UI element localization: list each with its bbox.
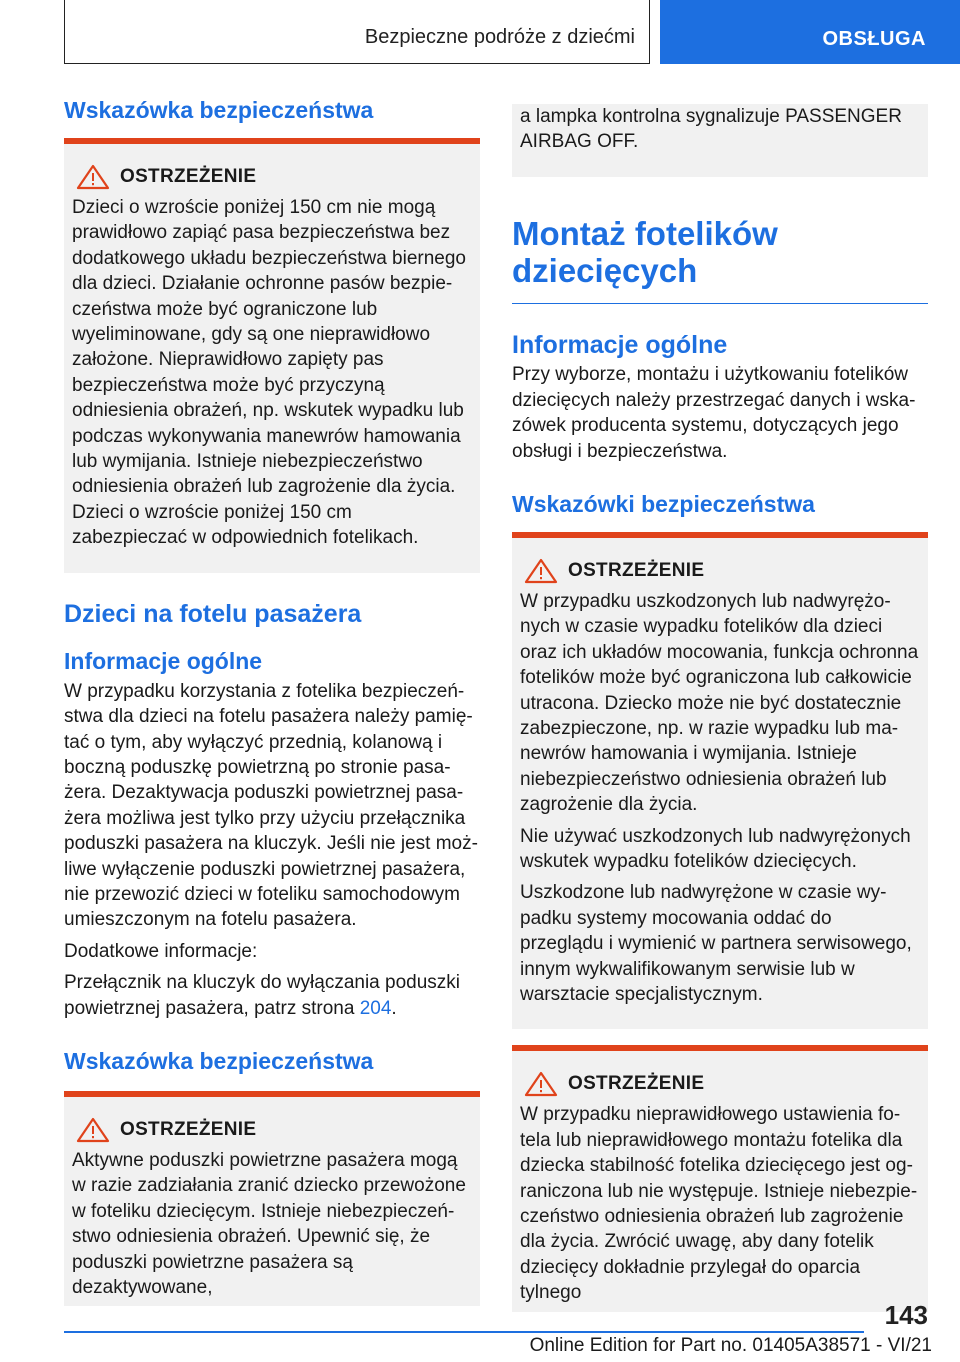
heading-safety-note-1: Wskazówka bezpieczeństwa	[64, 97, 374, 123]
footer-edition: Online Edition for Part no. 01405A38571 - VI/21	[529, 1335, 932, 1356]
warning-text: W przypadku nieprawidłowego ustawienia fotela lub nieprawidłowego montażu fotelika dla dziecka stabilność fotelika dziecięcego jest ograniczona lub nie występuje. Istnieje niebezpieczeństwo odniesienia obrażeń lub zagrożenie dla życia. Zwrócić uwagę, aby dany fotelik dziecięcy dokładnie przylegał do oparcia tylnego	[520, 1104, 918, 1304]
key-switch-text: Przełącznik na kluczyk do wyłączania poduszki powietrznej pasażera, patrz strona	[64, 972, 461, 1019]
warning-continuation-text: a lampka kontrolna sygnalizuje PASSENGER AIRBAG OFF.	[520, 106, 902, 153]
warning-title: OSTRZEŻENIE	[120, 166, 257, 187]
paragraph-key-switch	[64, 970, 480, 1021]
header-section-label: OBSŁUGA	[822, 28, 926, 50]
heading-general-info-right: Informacje ogólne	[512, 331, 728, 360]
heading-child-seat-installation: Montaż fotelików dziecięcych	[512, 214, 778, 289]
left-column	[64, 96, 480, 1306]
warning-box-3	[512, 532, 928, 1030]
warning-text-do-not-use: Nie używać uszkodzonych lub nadwyrężonych wskutek wypadku fotelików dziecięcych.	[520, 825, 911, 872]
paragraph-additional-info: Dodatkowe informacje:	[64, 940, 258, 962]
warning-continuation-box	[512, 104, 928, 177]
page-number: 143	[884, 1300, 928, 1330]
warning-title: OSTRZEŻENIE	[568, 559, 705, 581]
warning-triangle-icon	[524, 1071, 558, 1097]
warning-triangle-icon	[76, 164, 110, 190]
warning-title: OSTRZEŻENIE	[120, 1118, 257, 1140]
page-link-204[interactable]: 204	[359, 997, 392, 1019]
warning-triangle-icon	[76, 1117, 110, 1143]
warning-text: Aktywne poduszki powietrzne pasażera mogą w razie zadziałania zranić dziecko przewożone w foteliku dziecięcym. Istnieje niebezpieczeństwo odniesienia obrażeń. Upewnić się, że poduszki powietrzne pasażera są dezaktywowane,	[72, 1149, 466, 1298]
header-chapter-title: Bezpieczne podróże z dziećmi	[364, 26, 635, 48]
warning-text-damaged: W przypadku uszkodzonych lub nadwyrężonych w czasie wypadku fotelików dla dzieci oraz ich układów mocowania, funkcja ochronna fotelików może być ograniczona lub całkowicie utracona. Dziecko może nie być dostatecznie zabezpieczone, np. w razie wypadku lub manewrów hamowania i wymijania. Istnieje niebezpieczeństwo odniesienia obrażeń lub zagrożenie dla życia.	[520, 590, 919, 816]
header-chapter-box	[64, 0, 650, 64]
key-switch-end: .	[391, 997, 397, 1019]
heading-divider	[512, 303, 928, 305]
warning-box-4	[512, 1045, 928, 1311]
paragraph-general-info-right: Przy wyborze, montażu i użytkowaniu fotelików dziecięcych należy przestrzegać danych i wskazówek producenta systemu, dotyczących jego obsługi i bezpieczeństwa.	[512, 364, 916, 462]
warning-text: Dzieci o wzroście poniżej 150 cm nie mogą prawidłowo zapiąć pasa bezpieczeństwa bez dodatkowego układu bezpieczeństwa biernego dla dzieci. Działanie ochronne pasów bezpieczeństwa może być ograniczone lub wyeliminowane, gdy są one nieprawidłowo założone. Nieprawidłowo zapięty pas bezpieczeństwa może być przyczyną odniesienia obrażeń, np. wskutek wypadku lub podczas wykonywania manewrów hamowania lub wymijania. Istnieje niebezpieczeństwo odniesienia obrażeń lub zagrożenie dla życia. Dzieci o wzroście poniżej 150 cm zabezpieczać w odpowiednich fotelikach.	[72, 197, 466, 549]
warning-box-2	[64, 1091, 480, 1306]
warning-box-1	[64, 138, 480, 573]
footer-divider	[64, 1331, 864, 1333]
header-section-tab	[660, 0, 960, 64]
heading-safety-note-2: Wskazówka bezpieczeństwa	[64, 1047, 374, 1074]
paragraph-general-info: W przypadku korzystania z fotelika bezpieczeństwa dla dzieci na fotelu pasażera należy pamiętać o tym, aby wyłączyć przednią, kolanową i boczną poduszkę powietrzną po stronie pasażera. Dezaktywacja poduszki powietrznej pasażera możliwa jest tylko przy użyciu przełącznika poduszki pasażera na kluczyk. Jeśli nie jest możliwe wyłączenie poduszki powietrznej pasażera, nie przewozić dzieci w foteliku samochodowym umieszczonym na fotelu pasażera.	[64, 680, 478, 931]
right-column	[512, 104, 928, 1312]
heading-children-passenger-seat: Dzieci na fotelu pasażera	[64, 599, 362, 628]
heading-safety-notes: Wskazówki bezpieczeństwa	[512, 490, 815, 517]
heading-general-info: Informacje ogólne	[64, 647, 263, 674]
warning-title: OSTRZEŻENIE	[568, 1073, 705, 1095]
warning-text-inspection: Uszkodzone lub nadwyrężone w czasie wypadku systemy mocowania oddać do przeglądu i wymienić w partnera serwisowego, innym wykwalifikowanym serwisie lub w warsztacie specjalistycznym.	[520, 882, 912, 1006]
warning-triangle-icon	[524, 558, 558, 584]
